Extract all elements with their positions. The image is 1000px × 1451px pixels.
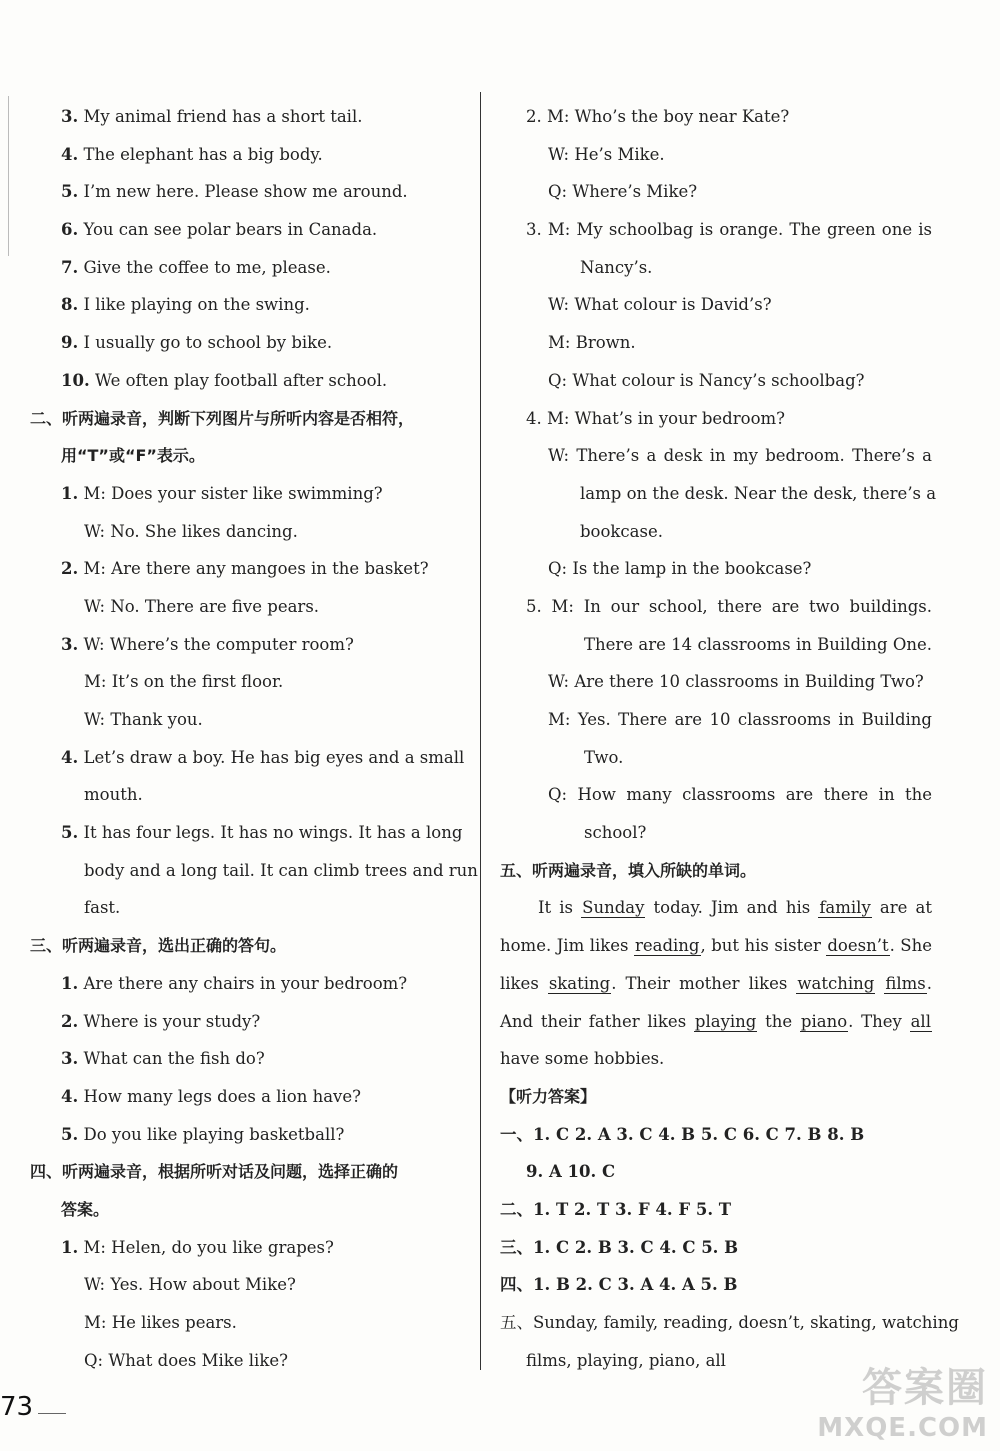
- section4-line: M: He likes pears.: [84, 1313, 237, 1332]
- section2-line: 1. M: Does your sister like swimming?: [61, 483, 383, 503]
- section2-line: 5. It has four legs. It has no wings. It has a long: [61, 823, 463, 843]
- section3-item: 2. Where is your study?: [61, 1011, 261, 1031]
- answer-line: 三、1. C 2. B 3. C 4. C 5. B: [500, 1237, 739, 1257]
- section1-item-7: 7. Give the coffee to me, please.: [61, 257, 331, 277]
- answer-line: 四、1. B 2. C 3. A 4. A 5. B: [500, 1275, 738, 1295]
- section3-item: 5. Do you like playing basketball?: [61, 1124, 345, 1144]
- passage-line: It is Sunday today. Jim and his family are at: [538, 898, 932, 918]
- section1-item-9: 9. I usually go to school by bike.: [61, 333, 333, 353]
- passage-line: have some hobbies.: [500, 1049, 665, 1069]
- watermark-logo: [817, 1356, 988, 1443]
- answer-blank: piano: [800, 1011, 848, 1031]
- answer-blank: Sunday: [582, 898, 645, 918]
- section4-heading-cont: 答案。: [61, 1199, 110, 1219]
- section1-item-5: 5. I’m new here. Please show me around.: [61, 182, 408, 202]
- dialogue-3-line: Q: What colour is Nancy’s schoolbag?: [548, 370, 865, 390]
- dialogue-5-line: M: Yes. There are 10 classrooms in Building: [548, 710, 932, 729]
- answer-line: 一、1. C 2. A 3. C 4. B 5. C 6. C 7. B 8. B: [500, 1124, 865, 1144]
- dialogue-5-line: W: Are there 10 classrooms in Building Two?: [548, 672, 924, 692]
- section2-line: M: It’s on the first floor.: [84, 672, 284, 692]
- page-number: 73: [0, 1392, 34, 1422]
- dialogue-4-line: Q: Is the lamp in the bookcase?: [548, 559, 812, 579]
- passage-line: And their father likes playing the piano. They all: [500, 1011, 931, 1031]
- page-edge-line: [8, 96, 9, 256]
- section1-item-4: 4. The elephant has a big body.: [61, 144, 323, 164]
- answer-blank: watching: [797, 973, 875, 993]
- dialogue-5-line: school?: [584, 823, 647, 843]
- dialogue-2-line: W: He’s Mike.: [548, 144, 665, 164]
- dialogue-4-line: bookcase.: [580, 521, 663, 541]
- dialogue-5-line: 5. M: In our school, there are two buildings.: [526, 596, 932, 616]
- passage-line: home. Jim likes reading, but his sister doesn’t. She: [500, 936, 932, 956]
- passage-line: likes skating. Their mother likes watching films.: [500, 973, 933, 993]
- answer-blank: films: [885, 973, 926, 993]
- section3-item: 1. Are there any chairs in your bedroom?: [61, 973, 408, 993]
- section2-line: 2. M: Are there any mangoes in the basket?: [61, 559, 429, 579]
- answer-blank: skating: [548, 973, 611, 993]
- section2-line: mouth.: [84, 785, 143, 805]
- answer-blank: all: [910, 1011, 931, 1031]
- section4-heading: 四、听两遍录音，根据所听对话及问题，选择正确的: [30, 1162, 399, 1182]
- dialogue-3-line: M: Brown.: [548, 333, 636, 353]
- section2-line: W: Thank you.: [84, 710, 203, 729]
- section2-line: body and a long tail. It can climb trees and run: [84, 860, 478, 880]
- section1-item-8: 8. I like playing on the swing.: [61, 295, 310, 315]
- section4-line: W: Yes. How about Mike?: [84, 1275, 296, 1295]
- dialogue-4-line: lamp on the desk. Near the desk, there’s a: [580, 483, 937, 503]
- answer-blank: playing: [694, 1011, 757, 1031]
- watermark-title: 答案圈: [862, 1365, 988, 1411]
- dialogue-2-line: Q: Where’s Mike?: [548, 182, 698, 202]
- section1-item-6: 6. You can see polar bears in Canada.: [61, 220, 378, 240]
- section2-line: 3. W: Where’s the computer room?: [61, 634, 354, 654]
- left-column: [30, 98, 478, 1379]
- dialogue-5-line: Two.: [584, 747, 624, 767]
- section5-heading: 五、听两遍录音，填入所缺的单词。: [500, 860, 757, 880]
- section4-line: 1. M: Helen, do you like grapes?: [61, 1237, 334, 1257]
- dialogue-3-line: 3. M: My schoolbag is orange. The green one is: [526, 220, 932, 240]
- dialogue-3-line: Nancy’s.: [580, 257, 653, 277]
- dialogue-4-line: 4. M: What’s in your bedroom?: [526, 408, 785, 428]
- answer-blank: doesn’t: [827, 936, 889, 956]
- section2-line: W: No. She likes dancing.: [84, 521, 298, 541]
- answer-line: 9. A 10. C: [526, 1162, 616, 1182]
- section2-heading: 二、听两遍录音，判断下列图片与所听内容是否相符，: [30, 408, 415, 428]
- section1-item-10: 10. We often play football after school.: [61, 370, 388, 390]
- section2-heading-cont: 用“T”或“F”表示。: [61, 446, 205, 466]
- section3-item: 4. How many legs does a lion have?: [61, 1086, 361, 1106]
- section3-item: 3. What can the fish do?: [61, 1049, 265, 1069]
- answers-heading: 【听力答案】: [500, 1086, 597, 1106]
- section2-line: fast.: [84, 898, 121, 918]
- dialogue-3-line: W: What colour is David’s?: [548, 295, 772, 315]
- column-divider: [480, 92, 481, 1370]
- answer-blank: reading: [634, 936, 700, 956]
- watermark-url: MXQE.COM: [817, 1413, 988, 1443]
- section2-line: W: No. There are five pears.: [84, 596, 320, 616]
- dialogue-5-line: Q: How many classrooms are there in the: [548, 785, 932, 805]
- answer-blank: family: [819, 898, 871, 918]
- right-column: [500, 98, 959, 1379]
- answer-line: films, playing, piano, all: [526, 1350, 726, 1370]
- section4-line: Q: What does Mike like?: [84, 1350, 288, 1370]
- dialogue-2-line: 2. M: Who’s the boy near Kate?: [526, 107, 790, 126]
- section1-item-3: 3. My animal friend has a short tail.: [61, 107, 363, 126]
- dialogue-4-line: W: There’s a desk in my bedroom. There’s a: [548, 446, 932, 466]
- section3-heading: 三、听两遍录音，选出正确的答句。: [30, 936, 287, 956]
- dialogue-5-line: There are 14 classrooms in Building One.: [584, 634, 932, 654]
- answer-line: 五、Sunday, family, reading, doesn’t, skating, watching: [500, 1313, 959, 1332]
- section2-line: 4. Let’s draw a boy. He has big eyes and a small: [61, 747, 465, 767]
- footer-rule: [38, 1413, 66, 1414]
- answer-line: 二、1. T 2. T 3. F 4. F 5. T: [500, 1199, 732, 1219]
